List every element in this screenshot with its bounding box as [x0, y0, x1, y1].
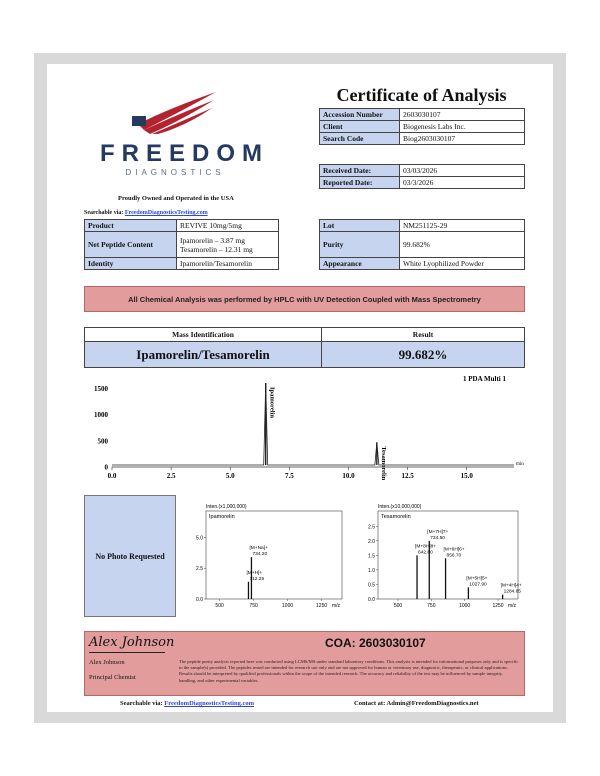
- ms-peak-mz: 712.25: [249, 576, 265, 582]
- purity-value: 99.682%: [400, 232, 525, 258]
- table-row: [85, 258, 279, 270]
- accession-label: Accession Number: [320, 109, 400, 121]
- ms-plot-frame: [206, 511, 342, 599]
- lot-table: [319, 219, 525, 270]
- x-axis-label: m/z: [507, 603, 516, 609]
- result-header: Result: [322, 328, 525, 342]
- received-date-label: Received Date:: [320, 165, 400, 177]
- footer-searchable-link[interactable]: FreedomDiagnosticsTesting.com: [164, 700, 255, 707]
- searchable-line: [84, 210, 208, 216]
- accession-value: 2603030107: [400, 109, 525, 121]
- ms-peak-label: [M+7H]7+: [427, 529, 449, 535]
- searchable-link[interactable]: FreedomDiagnosticsTesting.com: [124, 210, 208, 216]
- x-tick-label: 2.5: [166, 472, 176, 480]
- x-tick-label: 750: [249, 603, 258, 609]
- table-row: [320, 258, 525, 270]
- table-row: [320, 165, 525, 177]
- signature-line: [89, 652, 165, 653]
- signature-block: [84, 631, 525, 696]
- search-code-label: Search Code: [320, 133, 400, 145]
- x-tick-label: 15.0: [460, 472, 473, 480]
- ms-peak-label: [M+H]+: [246, 570, 263, 576]
- chromatogram-trace: [112, 383, 514, 465]
- table-row: [85, 328, 525, 342]
- mass-id-header: Mass Identification: [85, 328, 322, 342]
- no-photo-placeholder: No Photo Requested: [84, 495, 176, 617]
- signer-role: Principal Chemist: [89, 674, 136, 681]
- x-tick-label: 0.0: [107, 472, 117, 480]
- x-tick-label: 10.0: [342, 472, 355, 480]
- signature: Alex Johnson: [89, 635, 175, 650]
- lot-label: Lot: [320, 220, 400, 232]
- ms-scale-label: Inten.(x1,000,000): [206, 504, 247, 510]
- y-tick-label: 0.0: [368, 597, 375, 603]
- ms-peak-label: [M+Na]+: [249, 546, 268, 552]
- y-tick-label: 2.5: [368, 524, 375, 531]
- purity-label: Purity: [320, 232, 400, 258]
- table-row: [320, 121, 525, 133]
- ms-chart-tesamorelin: [352, 501, 524, 616]
- footer-contact-label: Contact at:: [354, 700, 386, 707]
- freedom-logo: [100, 90, 269, 177]
- ms-title: Ipamorelin: [209, 514, 235, 520]
- table-row: [320, 232, 525, 258]
- ms-spectrum-tesamorelin: [352, 501, 524, 616]
- searchable-label: Searchable via:: [84, 210, 124, 216]
- client-value: Biogenesis Labs Inc.: [400, 121, 525, 133]
- table-row: [85, 232, 279, 258]
- accession-table: [319, 108, 525, 145]
- footer-contact-email: Admin@FreedomDiagnostics.net: [386, 700, 479, 707]
- table-row: [85, 220, 279, 232]
- chart-title: 1 PDA Multi 1: [463, 375, 506, 383]
- identity-label: Identity: [85, 258, 177, 270]
- x-tick-label: 1000: [282, 603, 294, 609]
- ms-peak-mz: 642.80: [418, 550, 433, 556]
- x-tick-label: 7.5: [284, 472, 294, 480]
- result-value: 99.682%: [322, 342, 525, 368]
- ms-peak-mz: 734.50: [430, 535, 445, 541]
- appearance-value: White Lyophilized Powder: [400, 258, 525, 270]
- identity-value: Ipamorelin/Tesamorelin: [177, 258, 279, 270]
- footer-searchable: [120, 700, 254, 707]
- x-tick-label: 5.0: [225, 472, 235, 480]
- y-tick-label: 1000: [94, 411, 108, 419]
- received-date-value: 03/03/2026: [400, 165, 525, 177]
- lot-value: NM251125-29: [400, 220, 525, 232]
- table-row: [85, 342, 525, 368]
- product-value: REVIVE 10mg/5mg: [177, 220, 279, 232]
- table-row: [320, 133, 525, 145]
- ms-title: Tesamorelin: [381, 514, 411, 520]
- flag-swoosh-icon: [130, 90, 220, 134]
- brand-subtitle: DIAGNOSTICS: [125, 168, 225, 177]
- ms-peak-label: [M+6H]6+: [443, 547, 465, 553]
- analysis-method-banner: All Chemical Analysis was performed by HPLC with UV Detection Coupled with Mass Spectrometry: [84, 286, 525, 312]
- ms-peak-mz: 734.20: [252, 552, 268, 558]
- x-tick-label: 750: [427, 603, 436, 609]
- ms-spectrum-ipamorelin: [180, 501, 348, 616]
- brand-name: FREEDOM: [100, 140, 269, 167]
- ms-scale-label: Inten.(x10,000,000): [378, 504, 422, 510]
- ms-peak-mz: 1284.65: [503, 589, 521, 595]
- ms-peak-mz: 856.70: [446, 553, 462, 559]
- x-axis-label: m/z: [331, 603, 340, 609]
- x-tick-label: 1000: [459, 603, 471, 609]
- y-tick-label: 1.0: [368, 567, 375, 574]
- product-label: Product: [85, 220, 177, 232]
- ms-peak-label: [M+5H]5+: [466, 576, 488, 582]
- ipamorelin-content: Ipamorelin – 3.87 mg: [180, 235, 245, 245]
- footer-contact: [354, 700, 479, 707]
- product-table: [84, 219, 279, 270]
- x-tick-label: 500: [215, 603, 224, 609]
- ms-peak-mz: 1027.90: [469, 582, 487, 588]
- peak-label: Ipamorelin: [268, 387, 276, 418]
- appearance-label: Appearance: [320, 258, 400, 270]
- footer-searchable-label: Searchable via:: [120, 700, 163, 707]
- y-tick-label: 2.0: [368, 538, 375, 545]
- table-row: [320, 220, 525, 232]
- x-tick-label: 12.5: [401, 472, 414, 480]
- reported-date-value: 03/3/2026: [400, 177, 525, 189]
- net-peptide-label: Net Peptide Content: [85, 232, 177, 258]
- y-tick-label: 2.5: [196, 566, 203, 573]
- search-code-value: Biog2603030107: [400, 133, 525, 145]
- coa-number: COA: 2603030107: [325, 636, 426, 650]
- client-label: Client: [320, 121, 400, 133]
- table-row: [320, 109, 525, 121]
- ms-chart-ipamorelin: [180, 501, 348, 616]
- table-row: [320, 177, 525, 189]
- reported-date-label: Reported Date:: [320, 177, 400, 189]
- x-axis-label: min: [516, 462, 524, 467]
- hplc-chromatogram: [84, 375, 525, 488]
- y-tick-label: 5.0: [196, 535, 203, 542]
- disclaimer-text: The peptide purity analysis reported here was conducted using LCMS/MS under standard laboratory conditions. This analysis is intended for informational purposes only and is specific to the sample(s) provided. The peptides tested are intended for research use only and are not approved for human or veterinary use, diagnostic, therapeutic, or clinical applications. Results should be interpreted by qualified professionals within the scope of the intended research. The accuracy and reliability of the test may be influenced by sample integrity, handling, and other experimental variables.: [179, 659, 519, 683]
- y-tick-label: 1500: [94, 384, 108, 393]
- y-tick-label: 0.0: [196, 597, 203, 603]
- y-tick-label: 0.5: [368, 582, 375, 589]
- page-title: Certificate of Analysis: [336, 85, 507, 105]
- peak-label: Tesamorelin: [379, 446, 387, 481]
- mass-identification-table: [84, 327, 525, 368]
- ms-peak-label: [M+4H]4+: [500, 583, 522, 589]
- y-tick-label: 1.5: [368, 553, 375, 560]
- net-peptide-value: [177, 232, 279, 258]
- y-tick-label: 0: [104, 463, 108, 472]
- x-tick-label: 1250: [316, 603, 328, 609]
- tesamorelin-content: Tesamorelin – 12.31 mg: [180, 244, 253, 254]
- ms-peak-label: [M+8H]8+: [415, 544, 437, 550]
- x-tick-label: 500: [393, 603, 403, 609]
- owned-tagline: Proudly Owned and Operated in the USA: [118, 195, 234, 202]
- x-tick-label: 1250: [492, 603, 504, 609]
- mass-id-value: Ipamorelin/Tesamorelin: [85, 342, 322, 368]
- y-tick-label: 500: [97, 437, 108, 446]
- dates-table: [319, 164, 525, 189]
- signer-name: Alex Johnson: [89, 659, 125, 666]
